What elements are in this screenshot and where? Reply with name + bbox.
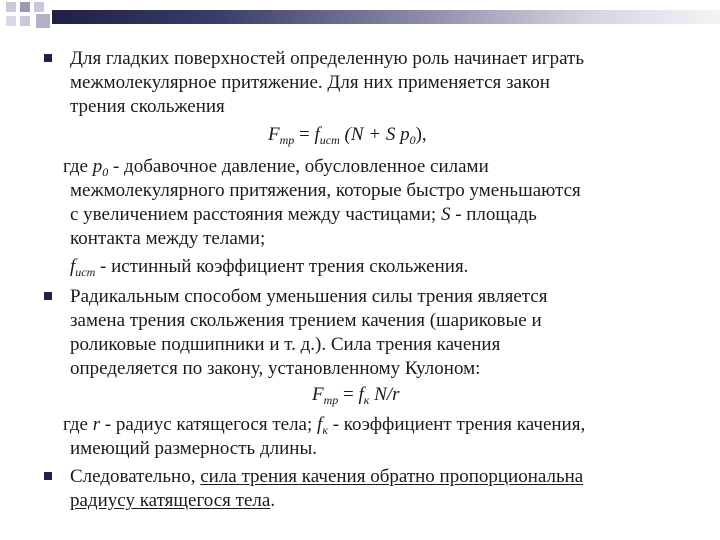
paragraph-2-line-4: определяется по закону, установленному Кулоном: xyxy=(70,358,481,379)
formula-rolling-friction: $F_{тр} = f_к$ N/r xyxy=(312,384,400,407)
deco-square xyxy=(6,2,16,12)
bullet-square xyxy=(44,54,52,62)
paragraph-1-line-1: Для гладких поверхностей определенную роль начинает играть xyxy=(70,48,584,69)
formula-sliding-friction: $F_{тр} = f_{ист}$ (N + S $p_0$), xyxy=(268,124,427,147)
paragraph-1-line-2: межмолекулярное притяжение. Для них применяется закон xyxy=(70,72,550,93)
paragraph-2-line-3: роликовые подшипники и т. д.). Сила трения качения xyxy=(70,334,501,355)
where-1-line-4: контакта между телами; xyxy=(70,228,266,249)
paragraph-2-line-1: Радикальным способом уменьшения силы трения является xyxy=(70,286,548,307)
paragraph-2-line-2: замена трения скольжения трением качения (шариковые и xyxy=(70,310,542,331)
where-1-line-2: межмолекулярного притяжения, которые быстро уменьшаются xyxy=(70,180,581,201)
where-3-line-1: где r - радиус катящегося тела; $f_к$ - коэффициент трения качения, xyxy=(63,414,586,437)
header-band xyxy=(52,10,720,24)
where-1-line-3: с увеличением расстояния между частицами; S - площадь xyxy=(70,204,537,225)
where-1-line-1: где $p_0$ - добавочное давление, обусловленное силами xyxy=(63,156,489,179)
deco-square xyxy=(34,2,44,12)
deco-square xyxy=(36,14,50,28)
paragraph-3-line-1: Следовательно, сила трения качения обратно пропорциональна xyxy=(70,466,584,487)
where-3-line-2: имеющий размерность длины. xyxy=(70,438,317,459)
deco-square xyxy=(20,16,30,26)
deco-square xyxy=(6,16,16,26)
paragraph-3-line-2: радиусу катящегося тела. xyxy=(70,490,276,511)
header-decoration xyxy=(0,0,720,34)
where-2-line-1: $f_{ист}$ - истинный коэффициент трения скольжения. xyxy=(70,256,469,279)
bullet-square xyxy=(44,292,52,300)
paragraph-1-line-3: трения скольжения xyxy=(70,96,225,117)
deco-square xyxy=(20,2,30,12)
bullet-square xyxy=(44,472,52,480)
